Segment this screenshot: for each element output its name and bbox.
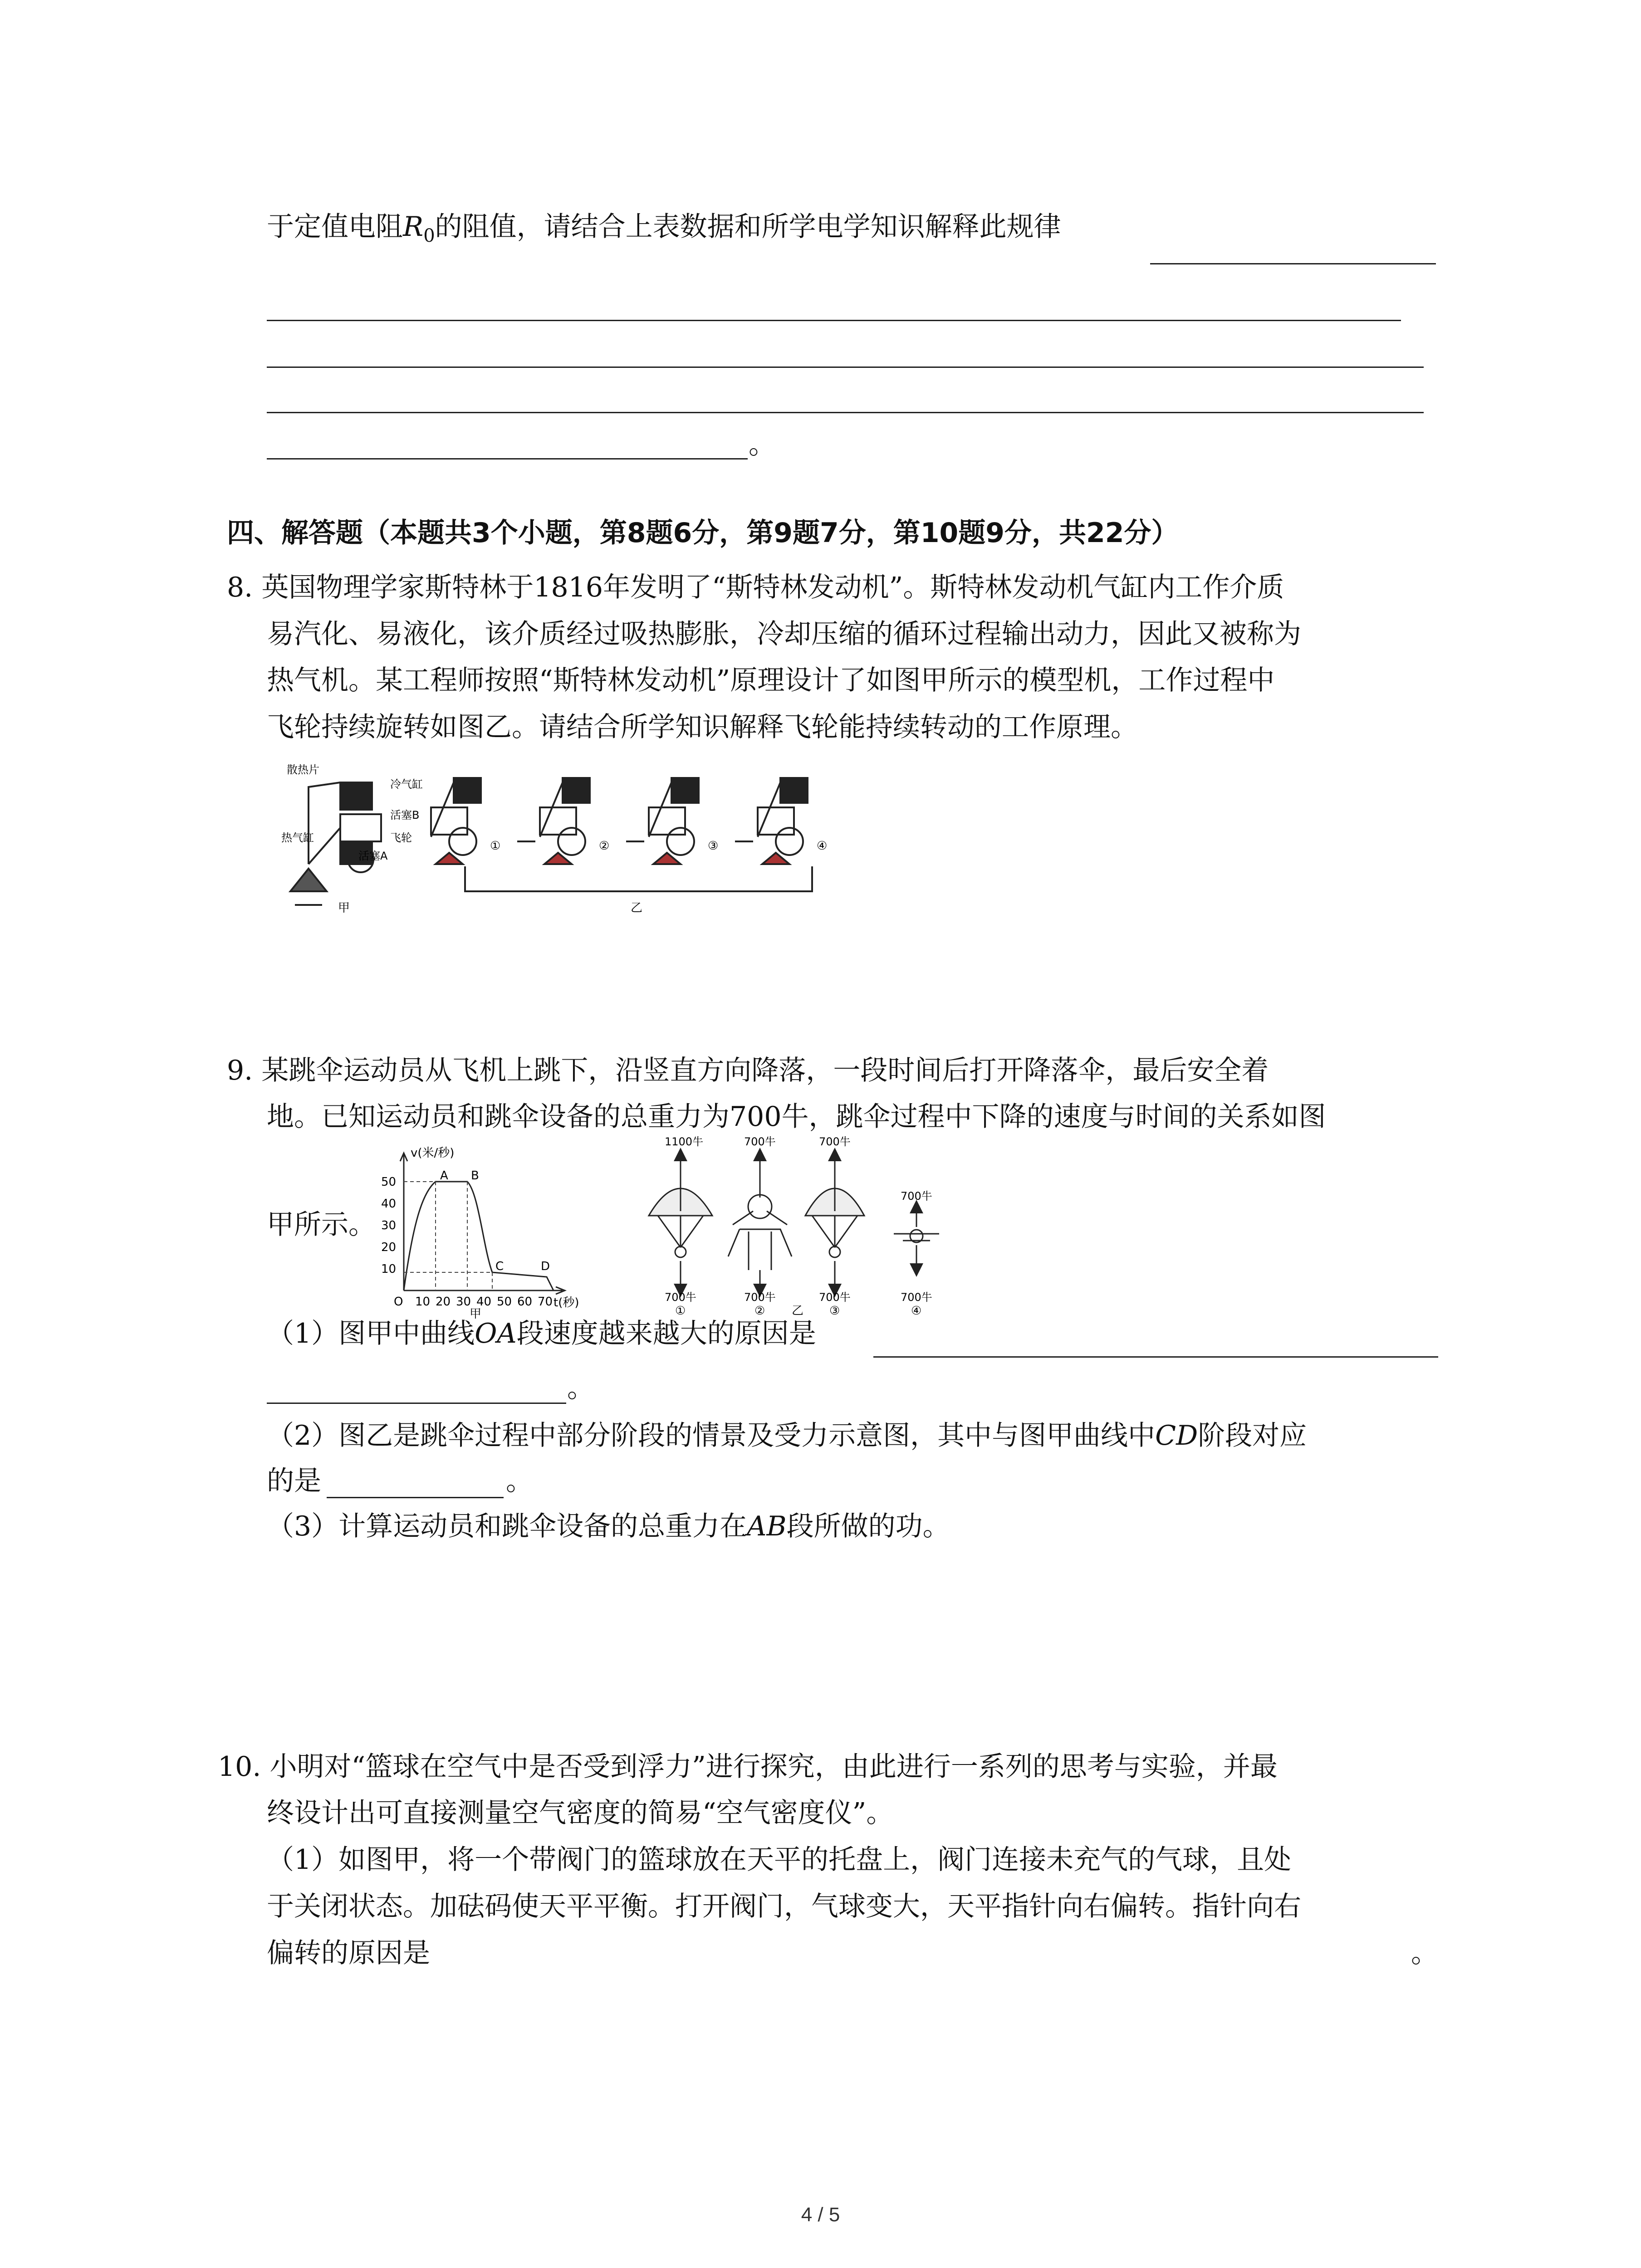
chart-caption-jia: 甲: [470, 1307, 482, 1320]
segment-oa: OA: [475, 1318, 517, 1349]
fig-caption-jia: 甲: [338, 901, 350, 915]
resistor-symbol: R: [403, 211, 424, 243]
stage-num: ①: [675, 1304, 686, 1318]
q9-end-mark: 。: [506, 1465, 533, 1497]
q9-end-mark: 。: [567, 1372, 594, 1404]
fig-label-hot-cylinder: 热气缸: [281, 831, 314, 844]
q9-part1: [267, 1315, 816, 1352]
y-axis-label: v(米/秒): [411, 1146, 455, 1160]
parachute-3: [805, 1154, 864, 1290]
answer-blank[interactable]: [267, 1403, 566, 1404]
answer-blank[interactable]: [1150, 263, 1436, 264]
force-bottom: 700牛: [665, 1291, 696, 1304]
force-top: 1100牛: [665, 1135, 704, 1148]
fig-caption-yi: 乙: [631, 901, 643, 915]
y-tick: 30: [381, 1219, 397, 1232]
skydiver-2: [728, 1154, 792, 1290]
q9-p3-text-b: 段所做的功。: [786, 1510, 950, 1542]
q9-p2-text-a: （2）图乙是跳伞过程中部分阶段的情景及受力示意图，其中与图甲曲线中: [267, 1420, 1156, 1452]
answer-line[interactable]: [267, 367, 1424, 368]
velocity-curve: [404, 1182, 554, 1290]
x-tick: 10: [415, 1295, 431, 1309]
fig-label-piston-b: 活塞B: [390, 809, 420, 821]
fig-label-cold-cylinder: 冷气缸: [390, 778, 423, 791]
q8-line: 易汽化、易液化，该介质经过吸热膨胀，冷却压缩的循环过程输出动力，因此又被称为: [267, 618, 1301, 650]
force-caption-yi: 乙: [792, 1304, 804, 1318]
q8-line: 热气机。某工程师按照“斯特林发动机”原理设计了如图甲所示的模型机，工作过程中: [267, 665, 1275, 696]
force-bottom: 700牛: [901, 1291, 932, 1304]
q9-part2: [267, 1418, 1307, 1454]
force-top: 700牛: [744, 1135, 776, 1148]
q7-end-mark: 。: [749, 429, 776, 460]
point-label-a: A: [440, 1169, 448, 1183]
answer-line[interactable]: [267, 320, 1401, 321]
q9-part3: [267, 1508, 950, 1545]
q9-line: 地。已知运动员和跳伞设备的总重力为700牛，跳伞过程中下降的速度与时间的关系如图: [267, 1101, 1326, 1133]
q9-p2-text-b: 阶段对应: [1198, 1420, 1307, 1452]
force-bottom: 700牛: [819, 1291, 851, 1304]
fig-label-piston-a: 活塞A: [358, 850, 388, 862]
x-tick: 50: [497, 1295, 512, 1309]
answer-blank[interactable]: [873, 1356, 1438, 1358]
stage-num: ④: [911, 1304, 922, 1318]
q7-tail-line: [267, 209, 1061, 254]
x-tick: 40: [476, 1295, 492, 1309]
force-top: 700牛: [819, 1135, 851, 1148]
q9-line: 9. 某跳伞运动员从飞机上跳下，沿竖直方向降落，一段时间后打开降落伞，最后安全着: [227, 1055, 1269, 1086]
x-tick: 20: [436, 1295, 451, 1309]
q10-line: 于关闭状态。加砝码使天平平衡。打开阀门，气球变大，天平指针向右偏转。指针向右: [267, 1891, 1301, 1922]
q9-part2-cont: 的是: [267, 1465, 321, 1497]
y-tick: 20: [381, 1241, 397, 1254]
q9-line: 甲所示。: [267, 1209, 376, 1241]
answer-line[interactable]: [267, 458, 748, 459]
stage-num: ④: [817, 839, 828, 853]
engine-stages: [431, 778, 812, 891]
fig-label-heatsink: 散热片: [287, 763, 319, 776]
landing-4: [894, 1207, 939, 1270]
velocity-time-chart: [372, 1143, 599, 1320]
q10-line: 偏转的原因是: [267, 1937, 430, 1969]
point-label-d: D: [541, 1260, 550, 1273]
segment-cd: CD: [1155, 1420, 1198, 1452]
stage-num: ③: [708, 839, 719, 853]
stage-num: ②: [599, 839, 610, 853]
y-tick: 10: [381, 1262, 397, 1276]
q8-line: 飞轮持续旋转如图乙。请结合所学知识解释飞轮能持续转动的工作原理。: [267, 711, 1138, 743]
parachute-1: [649, 1154, 712, 1290]
y-tick: 40: [381, 1197, 397, 1211]
answer-line[interactable]: [267, 412, 1424, 413]
q10-line: 终设计出可直接测量空气密度的简易“空气密度仪”。: [267, 1797, 894, 1829]
q8-line: 8. 英国物理学家斯特林于1816年发明了“斯特林发动机”。斯特林发动机气缸内工作介质: [227, 572, 1284, 603]
force-diagrams: [617, 1134, 980, 1320]
stage-num: ③: [829, 1304, 840, 1318]
fig-label-flywheel: 飞轮: [390, 831, 412, 844]
q10-end-mark: 。: [1411, 1937, 1438, 1969]
stirling-engine-figure: [281, 755, 880, 919]
resistor-subscript: 0: [423, 225, 435, 246]
q10-line: 10. 小明对“篮球在空气中是否受到浮力”进行探究，由此进行一系列的思考与实验，并最: [218, 1751, 1278, 1783]
force-bottom: 700牛: [744, 1291, 776, 1304]
q9-p1-text-b: 段速度越来越大的原因是: [516, 1318, 816, 1349]
stage-num: ②: [754, 1304, 765, 1318]
x-tick: O: [394, 1295, 403, 1309]
x-tick: 60: [517, 1295, 533, 1309]
q7-text-a: 于定值电阻: [267, 211, 403, 243]
x-tick: 70: [538, 1295, 553, 1309]
q7-text-b: 的阻值，请结合上表数据和所学电学知识解释此规律: [435, 211, 1061, 243]
q9-p3-text-a: （3）计算运动员和跳伞设备的总重力在: [267, 1510, 747, 1542]
point-label-b: B: [471, 1169, 479, 1183]
section-heading: 四、解答题（本题共3个小题，第8题6分，第9题7分，第10题9分，共22分）: [227, 517, 1179, 549]
q10-line: （1）如图甲，将一个带阀门的篮球放在天平的托盘上，阀门连接未充气的气球，且处: [267, 1844, 1292, 1876]
answer-blank[interactable]: [327, 1497, 504, 1498]
guide-lines: [404, 1182, 492, 1290]
segment-ab: AB: [747, 1510, 787, 1542]
stage-num: ①: [490, 839, 501, 853]
x-tick: 30: [456, 1295, 471, 1309]
q9-p1-text-a: （1）图甲中曲线: [267, 1318, 475, 1349]
point-label-c: C: [495, 1260, 504, 1273]
x-axis-label: t(秒): [554, 1296, 579, 1310]
page-number: 4 / 5: [801, 2204, 840, 2226]
y-tick: 50: [381, 1175, 397, 1189]
force-top: 700牛: [901, 1190, 932, 1202]
